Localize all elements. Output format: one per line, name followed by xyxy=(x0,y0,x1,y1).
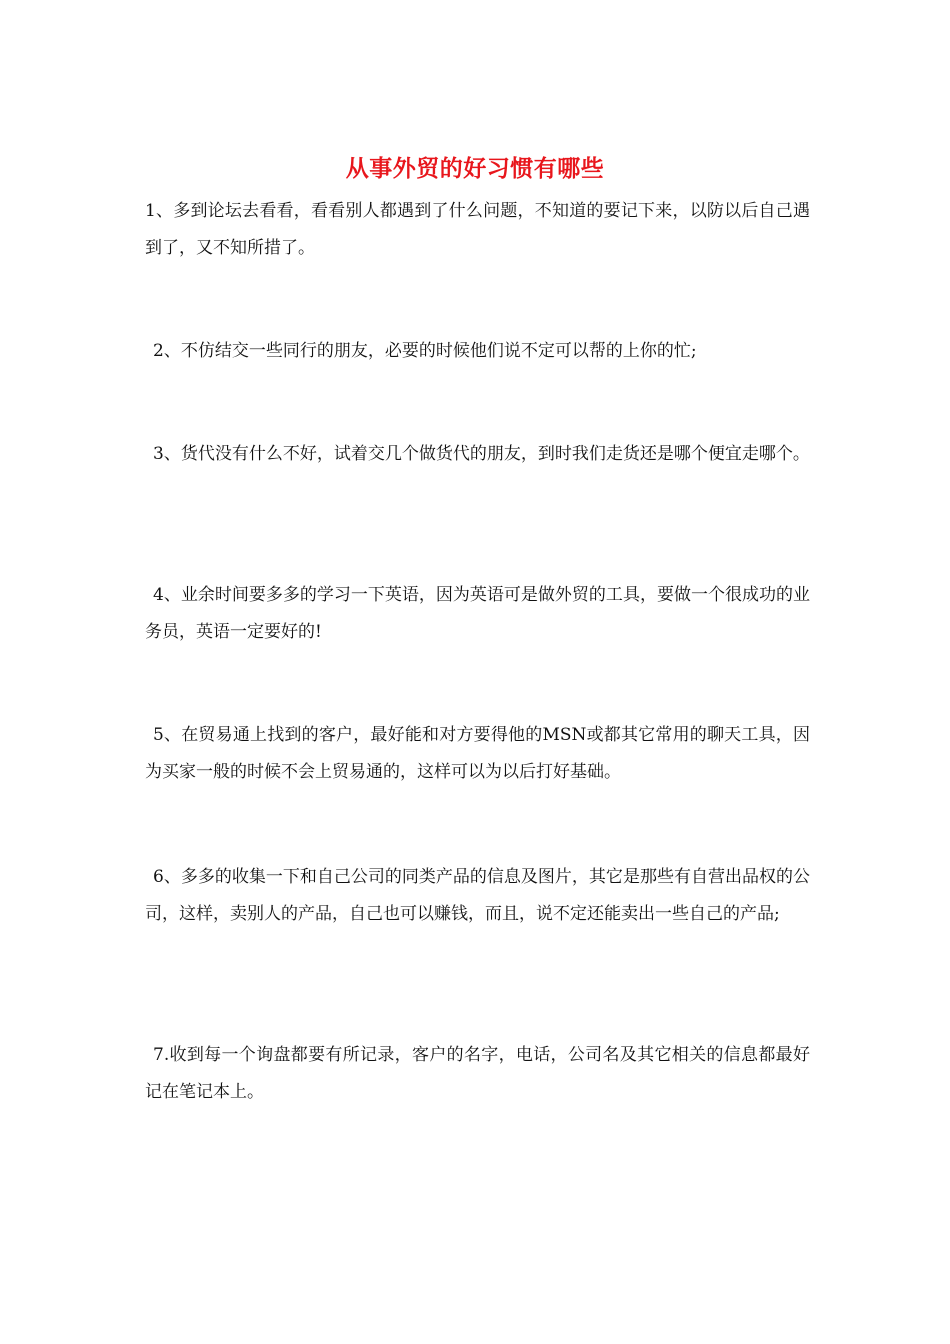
paragraph-2: 2、不仿结交一些同行的朋友，必要的时候他们说不定可以帮的上你的忙; xyxy=(153,341,697,361)
paragraph-1: 1、多到论坛去看看，看看别人都遇到了什么问题，不知道的要记下来，以防以后自己遇到了，又不知所措了。 xyxy=(145,201,810,258)
paragraph-6: 6、多多的收集一下和自己公司的同类产品的信息及图片，其它是那些有自营出品权的公司，这样，卖别人的产品，自己也可以赚钱，而且，说不定还能卖出一些自己的产品; xyxy=(145,867,810,924)
paragraph-5: 5、在贸易通上找到的客户，最好能和对方要得他的MSN或都其它常用的聊天工具，因为买家一般的时候不会上贸易通的，这样可以为以后打好基础。 xyxy=(145,725,810,782)
paragraph-4: 4、业余时间要多多的学习一下英语，因为英语可是做外贸的工具，要做一个很成功的业务员，英语一定要好的! xyxy=(145,585,810,642)
paragraph-3: 3、货代没有什么不好，试着交几个做货代的朋友，到时我们走货还是哪个便宜走哪个。 xyxy=(153,444,810,464)
page-title: 从事外贸的好习惯有哪些 xyxy=(345,156,605,182)
paragraph-7: 7.收到每一个询盘都要有所记录，客户的名字，电话，公司名及其它相关的信息都最好记在笔记本上。 xyxy=(145,1045,810,1102)
